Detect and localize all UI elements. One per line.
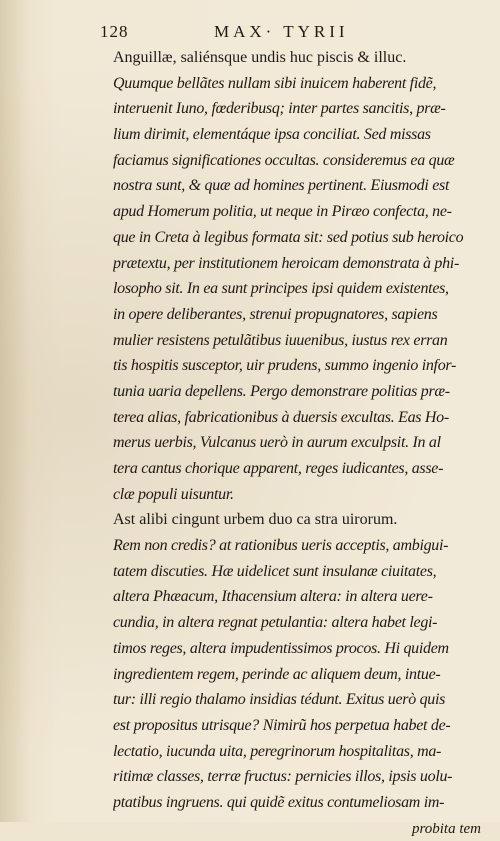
text-line: tunia uaria depellens. Pergo demonstrare politias præ- — [113, 382, 450, 400]
text-line: ptatibus ingruens. qui quidẽ exitus contumeliosam im- — [113, 793, 445, 811]
text-line: tis hospitis susceptor, uir prudens, summo ingenio infor- — [113, 357, 457, 375]
text-line: mulier resistens petulãtibus iuuenibus, iustus rex erran — [113, 331, 448, 349]
text-line: que in Creta à legibus formata sit: sed potius sub heroico — [113, 228, 464, 246]
text-block — [113, 45, 485, 841]
text-line: tur: illi regio thalamo insidias tédunt. Exitus uerò quis — [113, 691, 446, 709]
text-line: terea alias, fabricationibus à duersis excultas. Eas Ho- — [113, 408, 449, 426]
text-line: est propositus utrisque? Nimirũ hos perpetua habet de- — [113, 716, 451, 734]
text-line: ingredientem regem, perinde ac aliquem deum, intue- — [113, 665, 441, 683]
text-line: losopho sit. In ea sunt principes ipsi quidem existentes, — [113, 280, 449, 298]
text-line: in opere deliberantes, strenui propugnatores, sapiens — [113, 305, 438, 323]
text-line: merus uerbis, Vulcanus uerò in aurum exculpsit. In al — [113, 434, 441, 452]
text-line: lectatio, iucunda uita, peregrinorum hospitalitas, ma- — [113, 742, 442, 760]
text-line: tera cantus chorique apparent, reges iudicantes, asse- — [113, 460, 444, 477]
verse-quotation-line: Ast alibi cingunt urbem duo ca stra uirorum. — [113, 511, 398, 529]
text-line: prætextu, per institutionem heroicam demonstrata à phi- — [113, 254, 459, 272]
text-line: cundia, in altera regnat petulantia: altera habet legi- — [113, 614, 438, 632]
text-line: tatem discuties. Hæ uidelicet sunt insulanæ ciuitates, — [113, 562, 437, 580]
catchword: probita tem — [411, 820, 481, 837]
text-line: ritimæ classes, terræ fructus: pernicies illos, ipsis uolu- — [113, 768, 453, 786]
text-line: faciamus significationes occultas. consideremus ea quæ — [113, 151, 455, 169]
text-line: altera Phæacum, Ithacensium altera: in altera uere- — [113, 588, 433, 606]
text-line: interuenit Iuno, fœderibusq; inter partes sancitis, præ- — [113, 100, 446, 118]
text-line: lium dirimit, elementáque ipsa conciliat. Sed missas — [113, 126, 431, 144]
text-line: nostra sunt, & quæ ad homines pertinent. Eiusmodi est — [113, 177, 450, 195]
text-line: Rem non credis? at rationibus ueris acceptis, ambigui- — [113, 537, 449, 555]
text-line: Quumque bellãtes nullam sibi inuicem haberent fidẽ, — [113, 74, 437, 92]
running-title: MAX· TYRII — [214, 22, 349, 41]
page-header — [100, 22, 480, 46]
catchword-row — [113, 816, 485, 841]
text-line: Anguillæ, saliénsque undis huc piscis & illuc. — [113, 49, 407, 66]
text-line: clæ populi uisuntur. — [113, 485, 234, 503]
folio-number: 128 — [100, 22, 129, 41]
text-line: apud Homerum politia, ut neque in Piræo confecta, ne- — [113, 203, 452, 221]
text-line: timos reges, altera impudentissimos procos. Hi quidem — [113, 639, 449, 657]
